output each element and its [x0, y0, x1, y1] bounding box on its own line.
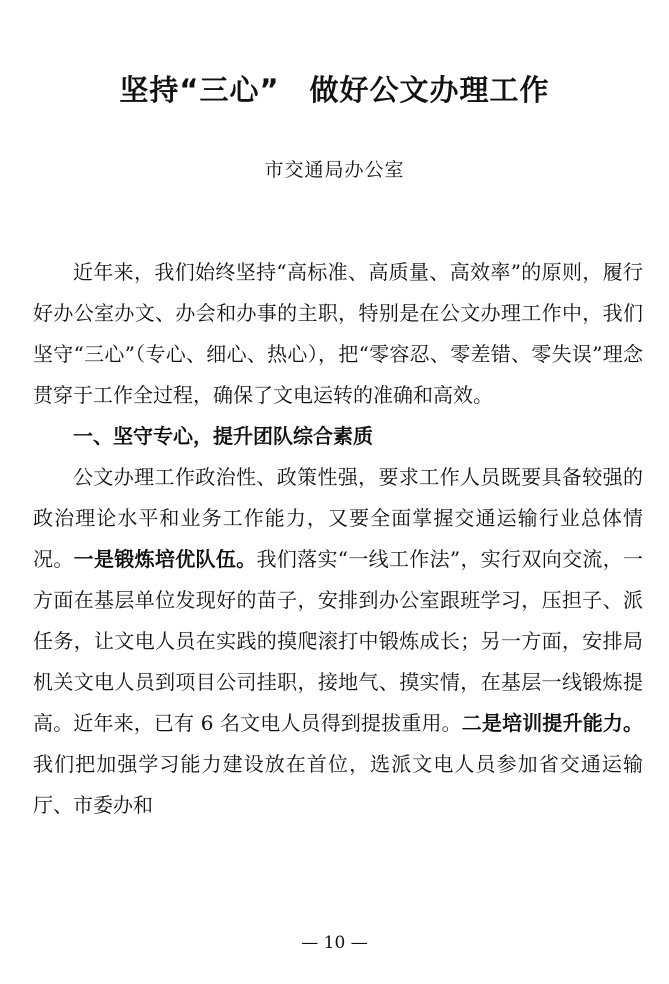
document-author: 市交通局办公室	[264, 159, 405, 181]
section-1-text-b: 我们落实“一线工作法”，实行双向交流，一方面在基层单位发现好的苗子，安排到办公室跟班学习，压担子、派任务，让文电人员在实践的摸爬滚打中锻炼成长；另一方面，安排局机关文电人员到项目公司挂职，接地气、摸实情，在基层一线锻炼提高。近年来，已有 6 名文电人员得到提拔重用。	[33, 547, 644, 735]
section-1-bold-point-2: 二是培训提升能力。	[461, 711, 643, 735]
section-1-heading: 一、坚守专心，提升团队综合素质	[73, 424, 373, 448]
document-body	[33, 252, 643, 826]
title-part-1: 坚持“三心”	[119, 73, 280, 107]
title-part-2: 做好公文办理工作	[309, 73, 550, 107]
section-1-text-c: 我们把加强学习能力建设放在首位，选派文电人员参加省交通运输厅、市委办和	[33, 752, 643, 817]
page-number: — 10 —	[301, 933, 368, 953]
section-1-paragraph	[33, 457, 643, 826]
document-title	[0, 70, 669, 110]
section-1-bold-point-1: 一是锻炼培优队伍。	[73, 547, 257, 571]
section-1-text-a: 公文办理工作政治性、政策性强，要求工作人员既要具备较强的政治理论水平和业务工作能力，又要全面掌握交通运输行业总体情况。	[33, 465, 643, 571]
intro-paragraph: 近年来，我们始终坚持“高标准、高质量、高效率”的原则，履行好办公室办文、办会和办事的主职，特别是在公文办理工作中，我们坚守“三心”（专心、细心、热心），把“零容忍、零差错、零失误”理念贯穿于工作全过程，确保了文电运转的准确和高效。	[33, 260, 643, 407]
